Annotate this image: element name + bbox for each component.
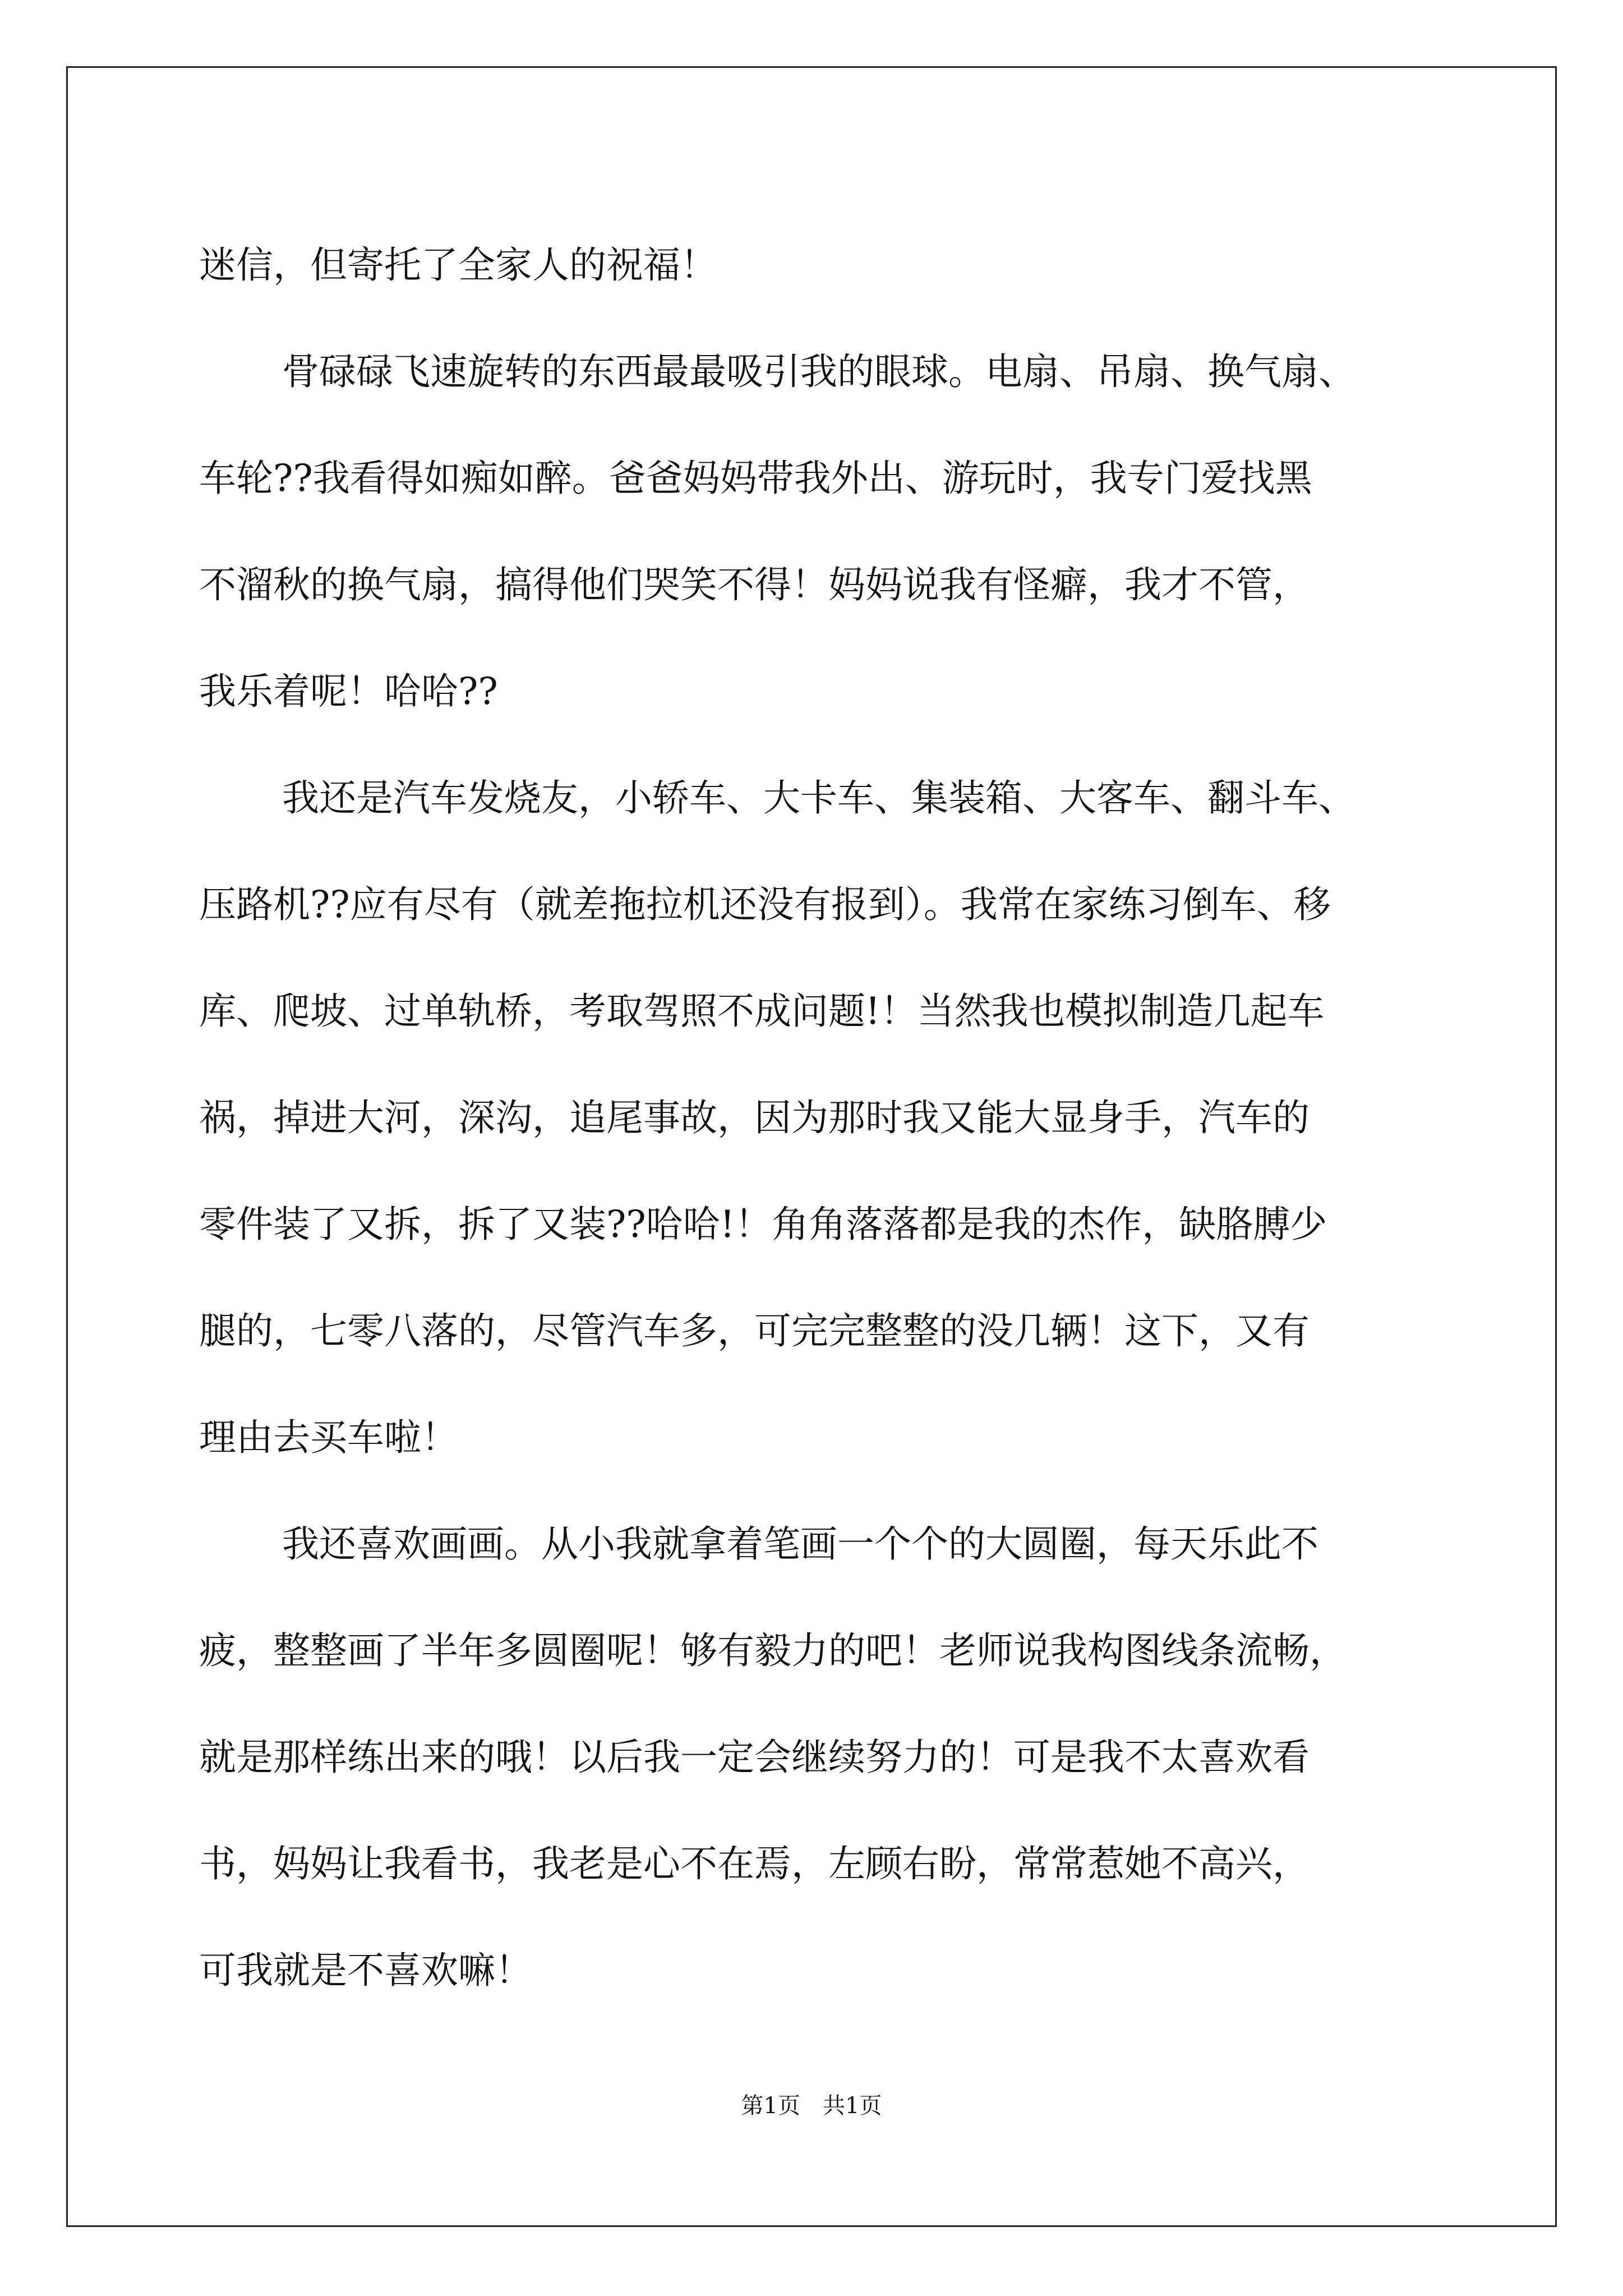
text-line-11: 腿的，七零八落的，尽管汽车多，可完完整整的没几辆！这下，又有 (199, 1309, 1310, 1352)
text-line-16: 书，妈妈让我看书，我老是心不在焉，左顾右盼，常常惹她不高兴， (199, 1842, 1310, 1885)
text-line-7: 压路机??应有尽有（就差拖拉机还没有报到）。我常在家练习倒车、移 (199, 883, 1331, 926)
text-line-6: 我还是汽车发烧友，小轿车、大卡车、集装箱、大客车、翻斗车、 (282, 776, 1355, 820)
text-line-2: 骨碌碌飞速旋转的东西最最吸引我的眼球。电扇、吊扇、换气扇、 (282, 350, 1355, 393)
text-line-17: 可我就是不喜欢嘛！ (199, 1949, 532, 1992)
text-line-14: 疲，整整画了半年多圆圈呢！够有毅力的吧！老师说我构图线条流畅， (199, 1629, 1347, 1672)
text-line-4: 不溜秋的换气扇，搞得他们哭笑不得！妈妈说我有怪癖，我才不管， (199, 563, 1310, 606)
text-line-5: 我乐着呢！哈哈?? (199, 670, 498, 713)
page-footer: 第1页 共1页 (741, 2093, 882, 2119)
text-line-8: 库、爬坡、过单轨桥，考取驾照不成问题!！当然我也模拟制造几起车 (199, 990, 1325, 1033)
text-line-10: 零件装了又拆，拆了又装??哈哈!！角角落落都是我的杰作，缺胳膊少 (199, 1203, 1327, 1246)
text-line-15: 就是那样练出来的哦！以后我一定会继续努力的！可是我不太喜欢看 (199, 1736, 1310, 1779)
document-body (199, 212, 1422, 2024)
text-line-12: 理由去买车啦！ (199, 1416, 458, 1459)
text-line-3: 车轮??我看得如痴如醉。爸爸妈妈带我外出、游玩时，我专门爱找黑 (199, 457, 1312, 500)
text-line-9: 祸，掉进大河，深沟，追尾事故，因为那时我又能大显身手，汽车的 (199, 1096, 1310, 1139)
text-line-13: 我还喜欢画画。从小我就拿着笔画一个个的大圆圈，每天乐此不 (282, 1522, 1318, 1566)
text-line-1: 迷信，但寄托了全家人的祝福！ (199, 243, 717, 287)
